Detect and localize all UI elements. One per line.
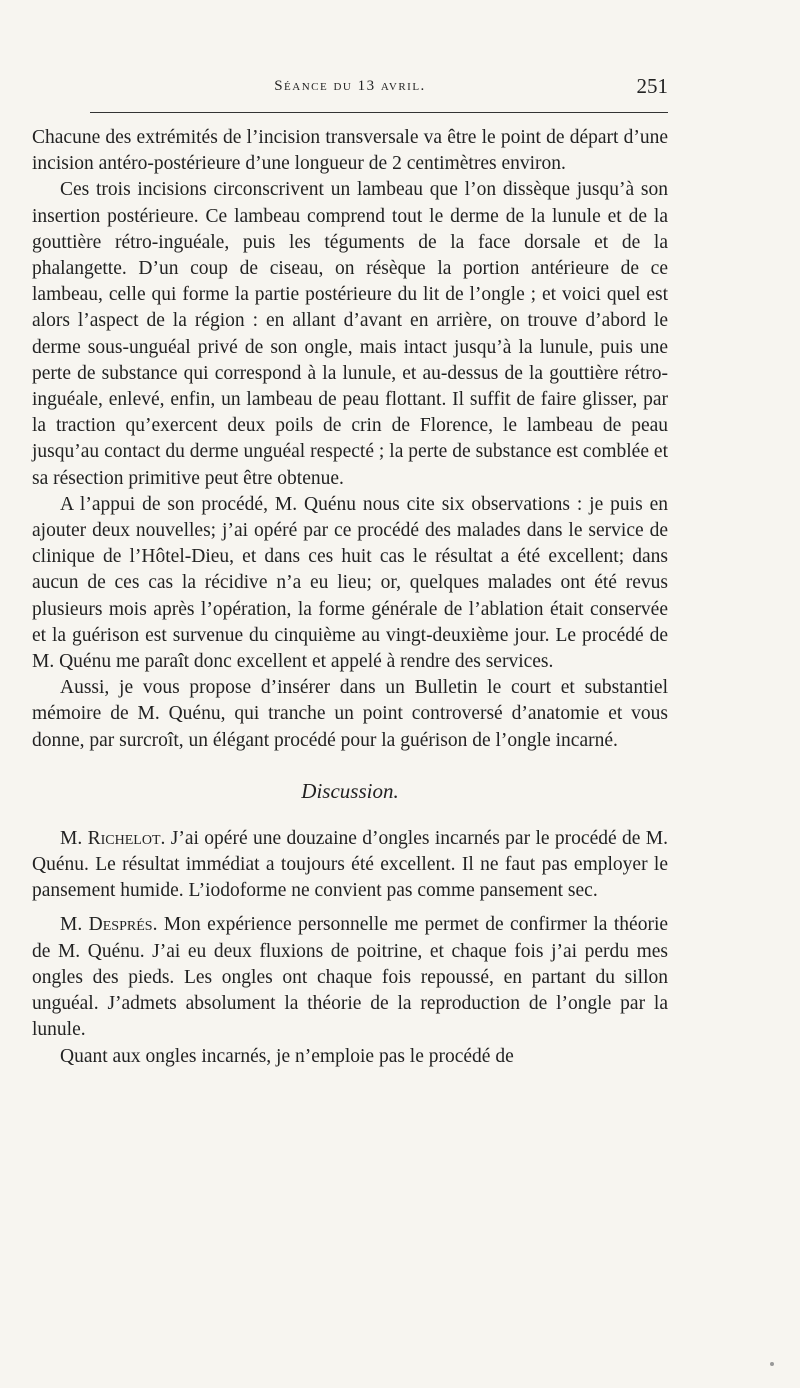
speaker-name: Després — [88, 914, 153, 936]
speaker-prefix: M. — [60, 914, 83, 936]
header-rule — [90, 112, 668, 113]
paragraph: Aussi, je vous propose d’insérer dans un Bulletin le court et substantiel mémoire de M. Quénu, qui tranche un point controversé d’anatomie et vous donne, par surcroît, un élégant procédé pour la guérison de l’ongle incarné. — [32, 677, 668, 751]
entry-text: J’ai opéré une douzaine d’ongles incarnés par le procédé de M. Quénu. Le résultat immédiat a toujours été excellent. Il ne faut pas employer le pansement humide. L’iodoforme ne convient pas comme pansement sec. — [32, 827, 669, 902]
speaker-name: Richelot — [87, 827, 161, 849]
discussion-entry: M. Després. Mon expérience personnelle me permet de confirmer la théorie de M. Quénu. J’ai eu deux fluxions de poitrine, et chaque fois j’ai perdu mes ongles des pieds. Les ongles ont chaque fois repoussé, en partant du sillon unguéal. J’admets absolument la théorie de la reproduction de l’ongle par la lunule. — [32, 914, 669, 1041]
paragraph: A l’appui de son procédé, M. Quénu nous cite six observations : je puis en ajouter deux nouvelles; j’ai opéré par ce procédé des malades dans le service de clinique de l’Hôtel-Dieu, et dans ces huit cas le résultat a été excellent; dans aucun de ces cas la récidive n’a eu lieu; or, quelques malades ont été revus plusieurs mois après l’opération, la forme générale de l’ablation était conservée et la guérison est survenue du cinquième au vingt-deuxième jour. Le procédé de M. Quénu me paraît donc excellent et appelé à rendre des services. — [32, 493, 668, 673]
page-number: 251 — [636, 74, 668, 98]
paragraph: Ces trois incisions circonscrivent un lambeau que l’on dissèque jusqu’à son insertion postérieure. Ce lambeau comprend tout le derme de la lunule et de la gouttière rétro-inguéale, puis les téguments de la face dorsale et de la phalangette. D’un coup de ciseau, on résèque la portion antérieure de ce lambeau, celle qui forme la partie postérieure du lit de l’ongle ; et voici quel est alors l’aspect de la région : en allant d’avant en arrière, on trouve d’abord le derme sous-unguéal privé de son ongle, mais intact jusqu’à la lunule, puis une perte de substance qui correspond à la lunule, et au-dessus de la gouttière rétro-inguéale, enlevé, enfin, un lambeau de peau flottant. Il suffit de faire glisser, par la traction qu’exercent deux poils de crin de Florence, le lambeau de peau jusqu’au contact du derme unguéal respecté ; la perte de substance est comblée et sa résection primitive peut être obtenue. — [32, 179, 668, 489]
page-speck — [770, 1362, 774, 1366]
paragraph: Chacune des extrémités de l’incision transversale va être le point de départ d’une incision antéro-postérieure d’une longueur de 2 centimètres environ. — [32, 127, 668, 175]
page-header — [32, 74, 668, 102]
speaker-prefix: M. — [60, 827, 83, 849]
paragraph: Quant aux ongles incarnés, je n’emploie pas le procédé de — [60, 1045, 514, 1067]
body-text — [32, 125, 668, 1070]
discussion-entry: M. Richelot. J’ai opéré une douzaine d’ongles incarnés par le procédé de M. Quénu. Le résultat immédiat a toujours été excellent. Il ne faut pas employer le pansement humide. L’iodoforme ne convient pas comme pansement sec. — [32, 827, 669, 902]
running-head: Séance du 13 avril. — [274, 78, 426, 94]
entry-text: Mon expérience personnelle me permet de confirmer la théorie de M. Quénu. J’ai eu deux fluxions de poitrine, et chaque fois j’ai perdu mes ongles des pieds. Les ongles ont chaque fois repoussé, en partant du sillon unguéal. J’admets absolument la théorie de la reproduction de l’ongle par la lunule. — [32, 914, 669, 1041]
discussion-heading: Discussion. — [301, 778, 399, 803]
